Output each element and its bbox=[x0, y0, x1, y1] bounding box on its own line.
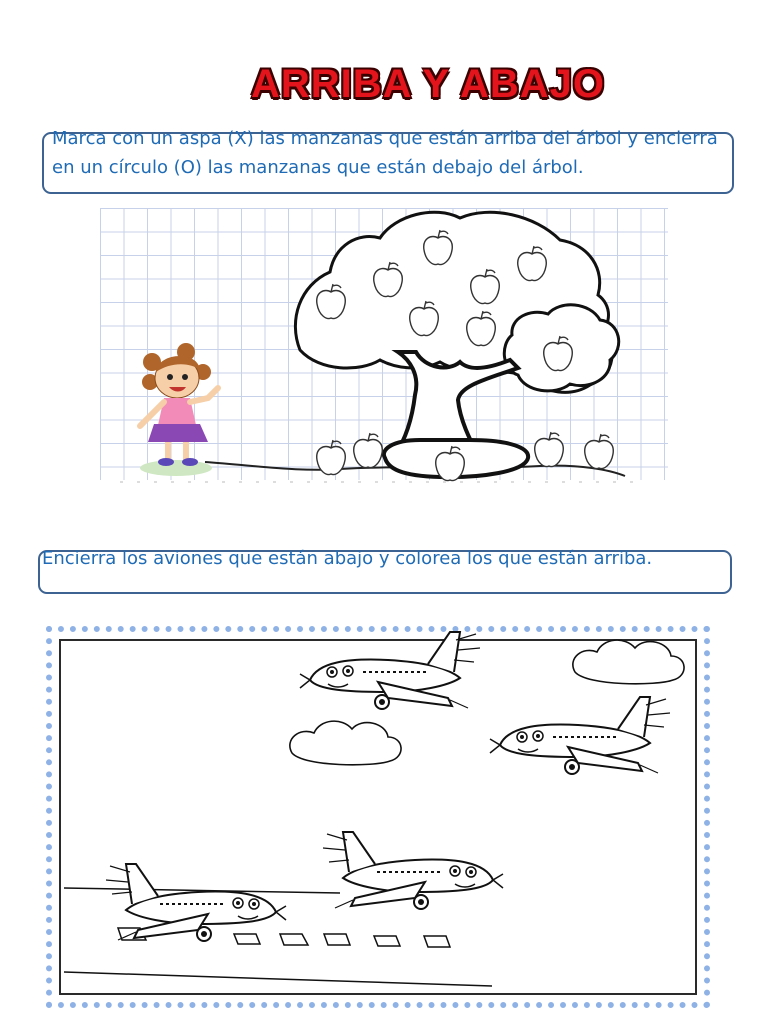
instruction-planes: Encierra los aviones que están abajo y colorea los que están arriba. bbox=[42, 548, 653, 569]
airplane-icon bbox=[323, 832, 503, 909]
cloud-icon bbox=[290, 721, 401, 765]
instruction-apples: Marca con un aspa (X) las manzanas que están arriba del árbol y encierra en un círculo (O) las manzanas que están debajo del árbol. bbox=[52, 128, 718, 178]
runway-line-bottom bbox=[64, 972, 492, 986]
airplane-icon bbox=[490, 697, 670, 774]
page-title: ARRIBA Y ABAJO bbox=[250, 62, 606, 106]
cloud-icon bbox=[573, 640, 684, 684]
airplane-icon bbox=[300, 632, 480, 709]
